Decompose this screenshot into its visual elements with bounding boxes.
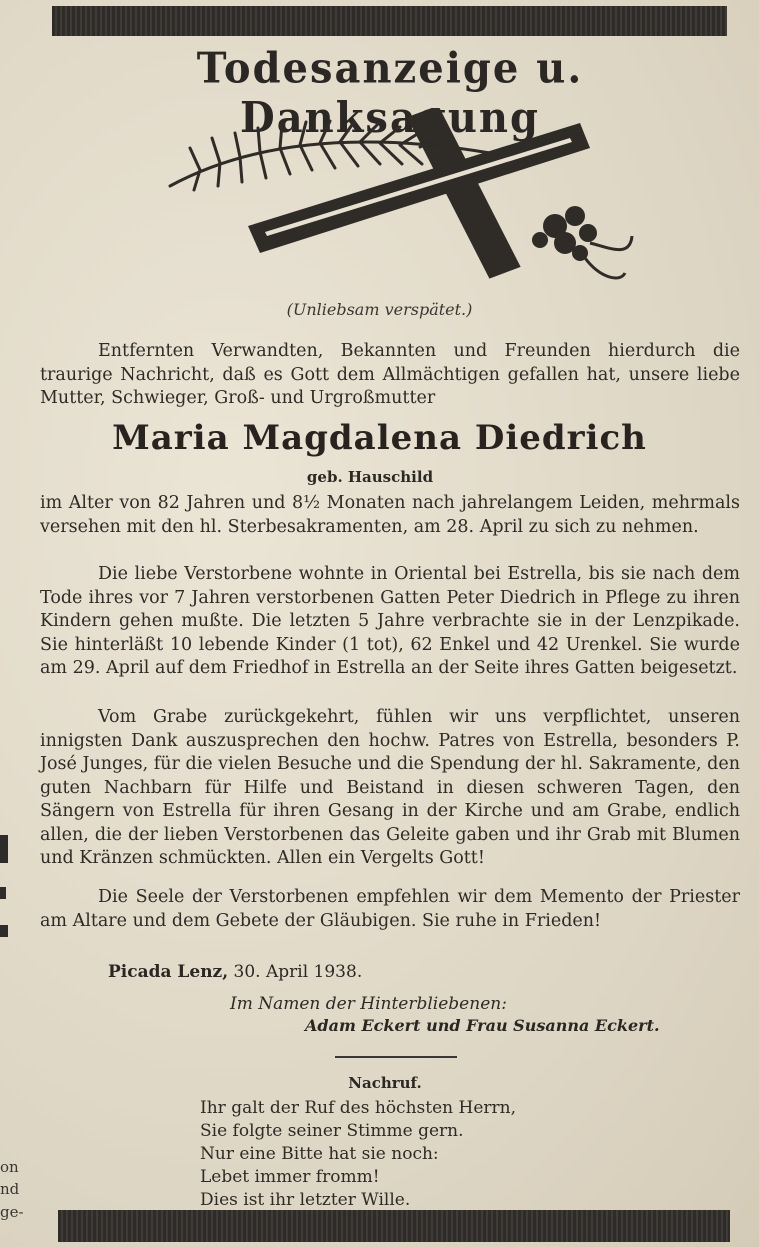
intro-paragraph: Entfernten Verwandten, Bekannten und Freunden hierdurch die traurige Nachricht, daß es Gott dem Allmächtigen gefallen hat, unsere liebe Mutter, Schwieger, Groß- und Urgroßmutter	[40, 341, 740, 408]
bottom-border-bar	[58, 1210, 730, 1242]
maiden-name: geb. Hauschild	[306, 468, 434, 486]
top-border-bar	[52, 6, 727, 36]
place: Picada Lenz,	[108, 962, 229, 982]
body-paragraph-1: im Alter von 82 Jahren und 8½ Monaten nach jahrelangem Leiden, mehrmals versehen mit den hl. Sterbesakramenten, am 28. April zu sich zu nehmen.	[40, 493, 740, 537]
margin-mark	[0, 835, 8, 863]
palm-cross-icon	[160, 108, 640, 293]
poem-line: Dies ist ihr letzter Wille.	[200, 1190, 411, 1210]
survivors-line: Im Namen der Hinterbliebenen:	[230, 994, 507, 1014]
nachruf-poem	[200, 1097, 516, 1212]
date: 30. April 1938.	[233, 962, 363, 982]
poem-line: Ihr galt der Ruf des höchsten Herrn,	[200, 1098, 516, 1118]
signers: Adam Eckert und Frau Susanna Eckert.	[305, 1016, 660, 1035]
margin-mark	[0, 925, 8, 937]
margin-fragment: ge-	[0, 1203, 24, 1221]
nachruf-title: Nachruf.	[348, 1074, 422, 1092]
delay-note: (Unliebsam verspätet.)	[286, 300, 473, 319]
body-paragraph-2: Die liebe Verstorbene wohnte in Oriental bei Estrella, bis sie nach dem Tode ihres vor 7 Jahren verstorbenen Gatten Peter Diedrich in Pflege zu ihren Kindern gehen mußte. Die letzten 5 Jahre verbrachte sie in der Lenzpikade. Sie hinterläßt 10 lebende Kinder (1 tot), 62 Enkel und 42 Urenkel. Sie wurde am 29. April auf dem Friedhof in Estrella an der Seite ihres Gatten beigesetzt.	[40, 564, 740, 678]
body-paragraph-3: Vom Grabe zurückgekehrt, fühlen wir uns verpflichtet, unseren innigsten Dank auszusprechen den hochw. Patres von Estrella, besonders P. José Junges, für die vielen Besuche und die Spendung der hl. Sakramente, den guten Nachbarn für Hilfe und Beistand in diesen schweren Tagen, den Sängern von Estrella für ihren Gesang in der Kirche und am Grabe, endlich allen, die der lieben Verstorbenen das Geleite gaben und ihr Grab mit Blumen und Kränzen schmückten. Allen ein Vergelts Gott!	[40, 707, 740, 868]
page-title: Todesanzeige u. Danksagung	[196, 43, 584, 143]
poem-line: Sie folgte seiner Stimme gern.	[200, 1121, 464, 1141]
margin-fragment: on	[0, 1158, 19, 1176]
poem-line: Lebet immer fromm!	[200, 1167, 380, 1187]
deceased-name: Maria Magdalena Diedrich	[112, 418, 647, 458]
place-date-line	[108, 962, 362, 982]
poem-line: Nur eine Bitte hat sie noch:	[200, 1144, 439, 1164]
margin-mark	[0, 887, 6, 899]
margin-fragment: nd	[0, 1180, 20, 1198]
divider	[335, 1056, 457, 1058]
body-paragraph-4: Die Seele der Verstorbenen empfehlen wir dem Memento der Priester am Altare und dem Gebete der Gläubigen. Sie ruhe in Frieden!	[40, 887, 740, 931]
